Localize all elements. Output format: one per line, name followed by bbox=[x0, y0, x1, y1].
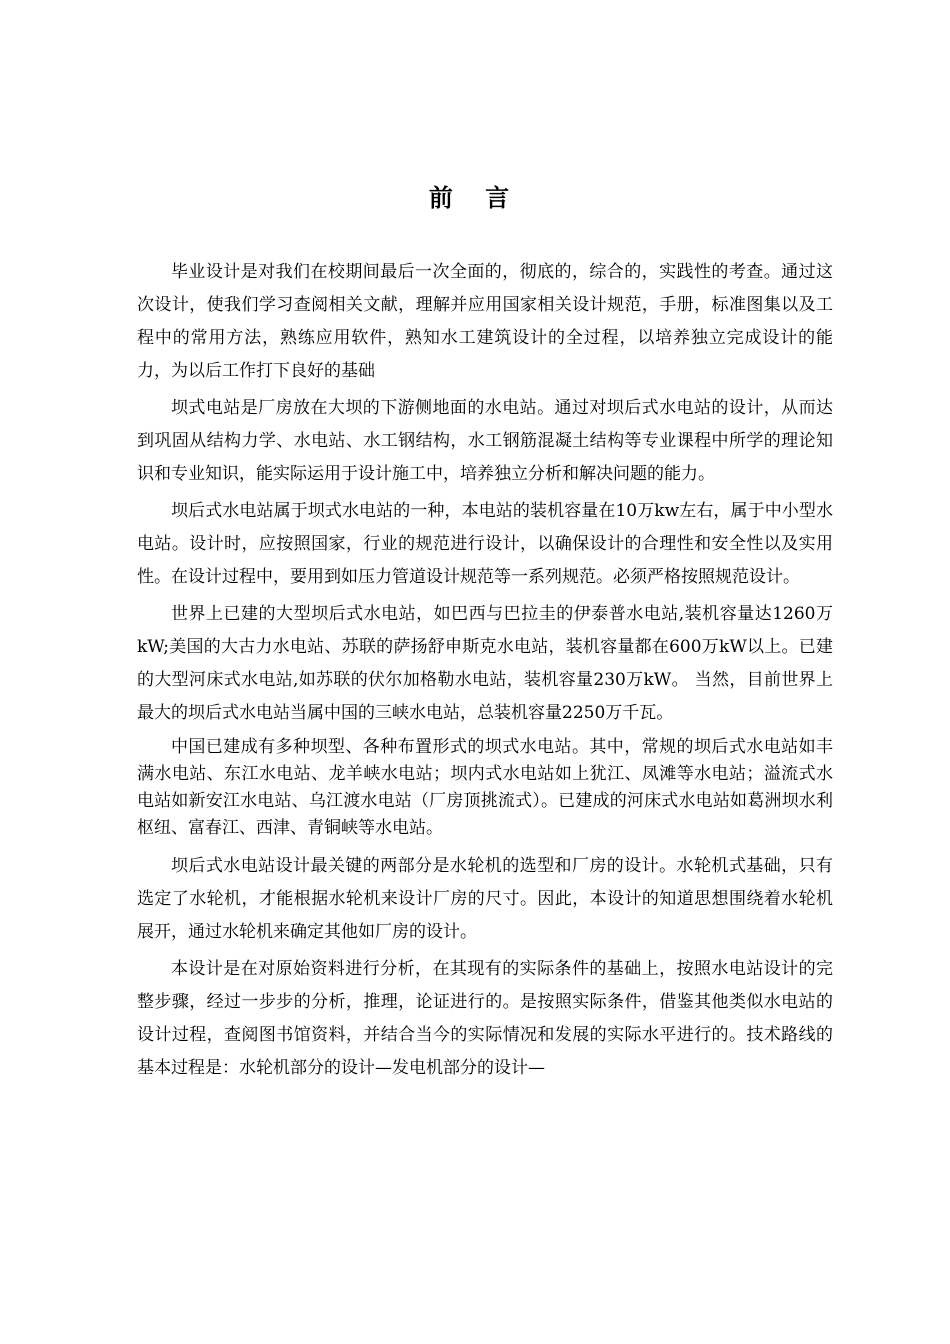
paragraph-2: 坝式电站是厂房放在大坝的下游侧地面的水电站。通过对坝后式水电站的设计，从而达到巩固从结构力学、水电站、水工钢结构，水工钢筋混凝土结构等专业课程中所学的理论知识和专业知识，能实际运用于设计施工中，培养独立分析和解决问题的能力。 bbox=[137, 398, 833, 484]
paragraph-4: 世界上已建的大型坝后式水电站，如巴西与巴拉圭的伊泰普水电站,装机容量达1260万kW;美国的大古力水电站、苏联的萨扬舒申斯克水电站，装机容量都在600万kW以上。已建的大型河床式水电站,如苏联的伏尔加格勒水电站，装机容量230万kW。 当然，目前世界上最大的坝后式水电站当属中国的三峡水电站，总装机容量2250万千瓦。 bbox=[137, 604, 833, 723]
paragraph-7: 本设计是在对原始资料进行分析，在其现有的实际条件的基础上，按照水电站设计的完整步骤，经过一步步的分析，推理，论证进行的。是按照实际条件，借鉴其他类似水电站的设计过程，查阅图书馆资料，并结合当今的实际情况和发展的实际水平进行的。技术路线的基本过程是：水轮机部分的设计—发电机部分的设计— bbox=[137, 959, 833, 1078]
paragraph-6: 坝后式水电站设计最关键的两部分是水轮机的选型和厂房的设计。水轮机式基础，只有选定了水轮机，才能根据水轮机来设计厂房的尺寸。因此，本设计的知道思想围绕着水轮机展开，通过水轮机来确定其他如厂房的设计。 bbox=[137, 856, 833, 942]
paragraph-5: 中国已建成有多种坝型、各种布置形式的坝式水电站。其中，常规的坝后式水电站如丰满水电站、东江水电站、龙羊峡水电站；坝内式水电站如上犹江、凤滩等水电站；溢流式水电站如新安江水电站、乌江渡水电站（厂房顶挑流式）。已建成的河床式水电站如葛洲坝水利枢纽、富春江、西津、青铜峡等水电站。 bbox=[137, 737, 833, 838]
document-body bbox=[137, 256, 833, 1089]
page-title: 前 言 bbox=[428, 184, 522, 212]
paragraph-1: 毕业设计是对我们在校期间最后一次全面的，彻底的，综合的，实践性的考查。通过这次设计，使我们学习查阅相关文献，理解并应用国家相关设计规范，手册，标准图集以及工程中的常用方法，熟练应用软件，熟知水工建筑设计的全过程，以培养独立完成设计的能力，为以后工作打下良好的基础 bbox=[137, 262, 833, 381]
paragraph-3: 坝后式水电站属于坝式水电站的一种，本电站的装机容量在10万kw左右，属于中小型水电站。设计时，应按照国家，行业的规范进行设计，以确保设计的合理性和安全性以及实用性。在设计过程中，要用到如压力管道设计规范等一系列规范。必须严格按照规范设计。 bbox=[137, 501, 833, 587]
